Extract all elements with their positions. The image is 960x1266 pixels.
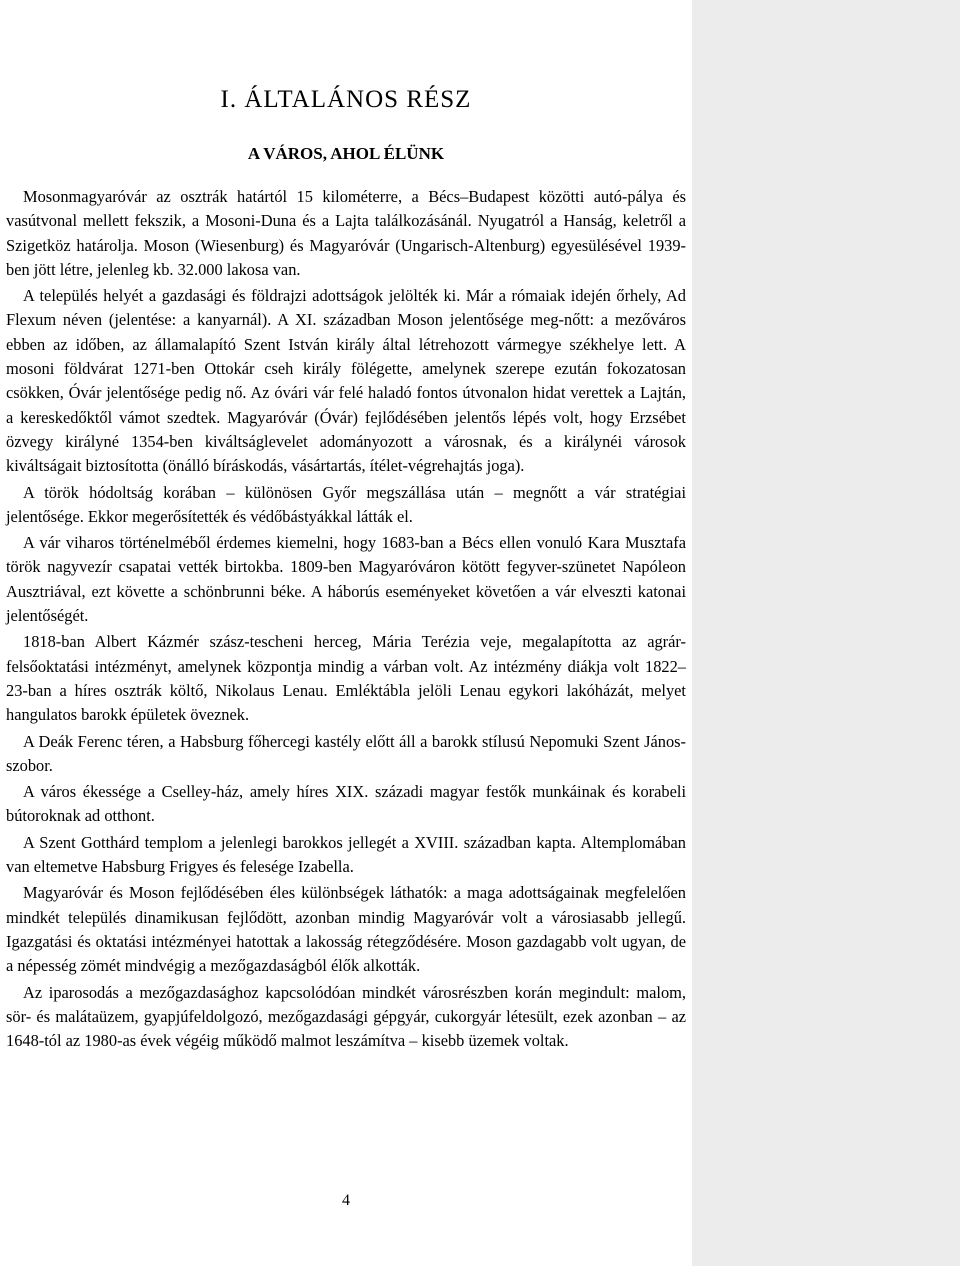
paragraph: A település helyét a gazdasági és földrajzi adottságok jelölték ki. Már a rómaiak idején őrhely, Ad Flexum néven (jelentése: a kanyarnál). A XI. században Moson jelentősége meg-nőtt: a mezőváros ebben az időben, az államalapító Szent István király által létrehozott vármegye székhelye lett. A mosoni földvárat 1271-ben Ottokár cseh király fölégette, amelynek szerepe ezután fokozatosan csökken, Óvár jelentősége pedig nő. Az óvári vár felé haladó fontos útvonalon hidat verettek a Lajtán, a kereskedőktől vámot szedtek. Magyaróvár (Óvár) fejlődésében jelentős lépés volt, hogy Erzsébet özvegy királyné 1354-ben kiváltságlevelet adományozott a városnak, és a királynéi városok kiváltságait biztosította (önálló bíráskodás, vásártartás, ítélet-végrehajtás joga). <box>6 286 686 476</box>
document-page <box>6 0 686 1266</box>
paragraph: A Deák Ferenc téren, a Habsburg főhercegi kastély előtt áll a barokk stílusú Nepomuki Szent János-szobor. <box>6 731 686 775</box>
body-text <box>6 185 686 1053</box>
paragraph: Magyaróvár és Moson fejlődésében éles különbségek láthatók: a maga adottságainak megfelelően mindkét település dinamikusan fejlődött, azonban mindig Magyaróvár volt a városiasabb jellegű. Igazgatási és oktatási intézményei hatottak a lakosság rétegződésére. Moson gazdagabb volt ugyan, de a népesség zömét mindvégig a mezőgazdaságból élők alkották. <box>6 883 686 976</box>
paragraph: A vár viharos történelméből érdemes kiemelni, hogy 1683-ban a Bécs ellen vonuló Kara Musztafa török nagyvezír csapatai vették birtokba. 1809-ben Magyaróváron kötött fegyver-szünetet Napóleon Ausztriával, ezt követte a schönbrunni béke. A háborús eseményeket követően a vár elveszti katonai jelentőségét. <box>6 533 686 626</box>
paragraph: 1818-ban Albert Kázmér szász-tescheni herceg, Mária Terézia veje, megalapította az agrár-felsőoktatási intézményt, amelynek központja mindig a várban volt. Az intézmény diákja volt 1822–23-ban a híres osztrák költő, Nikolaus Lenau. Emléktábla jelöli Lenau egykori lakóházát, melyet hangulatos barokk épületek öveznek. <box>6 632 686 725</box>
section-title: A VÁROS, AHOL ÉLÜNK <box>247 144 445 163</box>
page-number: 4 <box>342 1192 350 1209</box>
comment-margin-panel <box>692 0 960 1266</box>
paragraph: A város ékessége a Cselley-ház, amely híres XIX. századi magyar festők munkáinak és korabeli bútoroknak ad otthont. <box>6 782 686 826</box>
paragraph: A Szent Gotthárd templom a jelenlegi barokkos jellegét a XVIII. században kapta. Altemplomában van eltemetve Habsburg Frigyes és felesége Izabella. <box>6 832 686 877</box>
chapter-title: I. ÁLTALÁNOS RÉSZ <box>220 86 472 113</box>
paragraph: A török hódoltság korában – különösen Győr megszállása után – megnőtt a vár stratégiai jelentősége. Ekkor megerősítették és védőbástyákkal látták el. <box>6 482 686 526</box>
paragraph: Mosonmagyaróvár az osztrák határtól 15 kilométerre, a Bécs–Budapest közötti autó-pálya és vasútvonal mellett fekszik, a Mosoni-Duna és a Lajta találkozásánál. Nyugatról a Hanság, keletről a Szigetköz határolja. Moson (Wiesenburg) és Magyaróvár (Ungarisch-Altenburg) egyesülésével 1939-ben jött létre, jelenleg kb. 32.000 lakosa van. <box>6 187 686 279</box>
paragraph: Az iparosodás a mezőgazdasághoz kapcsolódóan mindkét városrészben korán megindult: malom, sör- és malátaüzem, gyapjúfeldolgozó, mezőgazdasági gépgyár, cukorgyár létesült, ezek azonban – az 1648-tól az 1980-as évek végéig működő malmot leszámítva – kisebb üzemek voltak. <box>6 982 686 1051</box>
